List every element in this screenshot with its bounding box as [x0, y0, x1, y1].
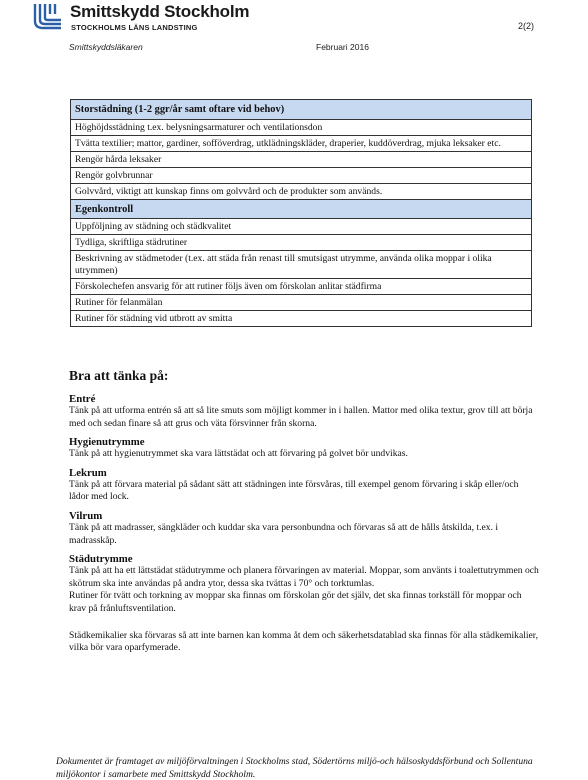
table-row — [71, 219, 532, 235]
hygienutrymme-text: Tänk på att hygienutrymmet ska vara lättstädat och att förvaring på golvet bör undvikas. — [69, 448, 408, 460]
document-author: Smittskyddsläkaren — [69, 42, 143, 52]
table-cell: Beskrivning av städmetoder (t.ex. att städa från renast till smutsigast utrymme, använda olika moppar i olika utrymmen) — [71, 251, 532, 279]
vilrum-text: Tänk på att madrasser, sängkläder och kuddar ska vara personbundna och förvaras så att de hålls åtskilda, t.ex. i madrasskåp. — [69, 521, 499, 546]
table-cell: Tydliga, skriftliga städrutiner — [71, 235, 532, 251]
table-row — [71, 294, 532, 310]
stadutrymme-text: Tänk på att ha ett lättstädat städutrymme och planera förvaringen av material. Moppar, som använts i toalettutrymmen och skötrum ska inte användas på andra ytor, dessa ska tvättas i 70° och torktumlas. — [69, 565, 539, 589]
org-name: Smittskydd Stockholm — [70, 2, 250, 21]
table-row — [71, 251, 532, 279]
table-row — [71, 310, 532, 326]
page-number: 2(2) — [518, 21, 535, 31]
stadutrymme-chemicals: Städkemikalier ska förvaras så att inte barnen kan komma åt dem och säkerhetsdatablad ska finnas för alla städkemikalier, vilka bör vara oparfymerade. — [69, 629, 539, 654]
table-cell: Golvvård, viktigt att kunskap finns om golvvård och de produkter som används. — [71, 183, 532, 199]
page-header — [0, 0, 588, 60]
stadutrymme-heading: Städutrymme — [69, 553, 133, 566]
table-cell: Tvätta textilier; mattor, gardiner, sofföverdrag, utklädningskläder, draperier, kuddöverdrag, mjuka leksaker etc. — [71, 135, 532, 151]
table-cell: Höghöjdsstädning t.ex. belysningsarmaturer och ventilationsdon — [71, 119, 532, 135]
document-date: Februari 2016 — [316, 42, 369, 52]
entre-text: Tänk på att utforma entrén så att så lite smuts som möjligt kommer in i hallen. Mattor med olika textur, grov till att börja med och sedan finare så att grus och väta försvinner från skorna. — [69, 405, 533, 429]
lekrum-text: Tänk på att förvara material på sådant sätt att städningen inte försvåras, till exempel genom förvaring i skåp eller/och lådor med lock. — [69, 478, 519, 503]
table-cell: Förskolechefen ansvarig för att rutiner följs även om förskolan anlitar städfirma — [71, 278, 532, 294]
table-cell: Rutiner för städning vid utbrott av smitta — [71, 310, 532, 326]
table-cell: Uppföljning av städning och städkvalitet — [71, 219, 532, 235]
section-title-storstadning: Storstädning (1-2 ggr/år samt oftare vid behov) — [71, 100, 532, 120]
stadutrymme-mop-routines: Rutiner för tvätt och torkning av moppar ska finnas om förskolan gör det själv, det ska finnas torkställ för moppar och krav på frånluftsventilation. — [69, 590, 522, 614]
table-row — [71, 119, 532, 135]
table-row — [71, 183, 532, 199]
table-cell: Rengör golvbrunnar — [71, 167, 532, 183]
vilrum-heading: Vilrum — [69, 509, 103, 522]
entre-heading: Entré — [69, 393, 96, 405]
table-cell: Rengör hårda leksaker — [71, 151, 532, 167]
table-row — [71, 151, 532, 167]
table-row — [71, 235, 532, 251]
table-section-header — [71, 100, 532, 120]
footer-note: Dokumentet är framtaget av miljöförvaltningen i Stockholms stad, Södertörns miljö-och hälsoskyddsförbund och Sollentuna miljökontor i samarbete med Smittskydd Stockholm. — [56, 756, 533, 780]
table-row — [71, 135, 532, 151]
lekrum-heading: Lekrum — [69, 466, 107, 479]
table-row — [71, 167, 532, 183]
hygienutrymme-heading: Hygienutrymme — [69, 436, 145, 449]
table-cell: Rutiner för felanmälan — [71, 294, 532, 310]
org-subtitle: STOCKHOLMS LÄNS LANDSTING — [71, 23, 198, 32]
tips-heading: Bra att tänka på: — [69, 368, 169, 383]
smittskydd-logo-icon — [31, 4, 67, 30]
cleaning-task-table — [70, 99, 532, 327]
table-row — [71, 278, 532, 294]
tips-section — [69, 368, 539, 661]
section-title-egenkontroll: Egenkontroll — [71, 199, 532, 219]
table-section-header — [71, 199, 532, 219]
